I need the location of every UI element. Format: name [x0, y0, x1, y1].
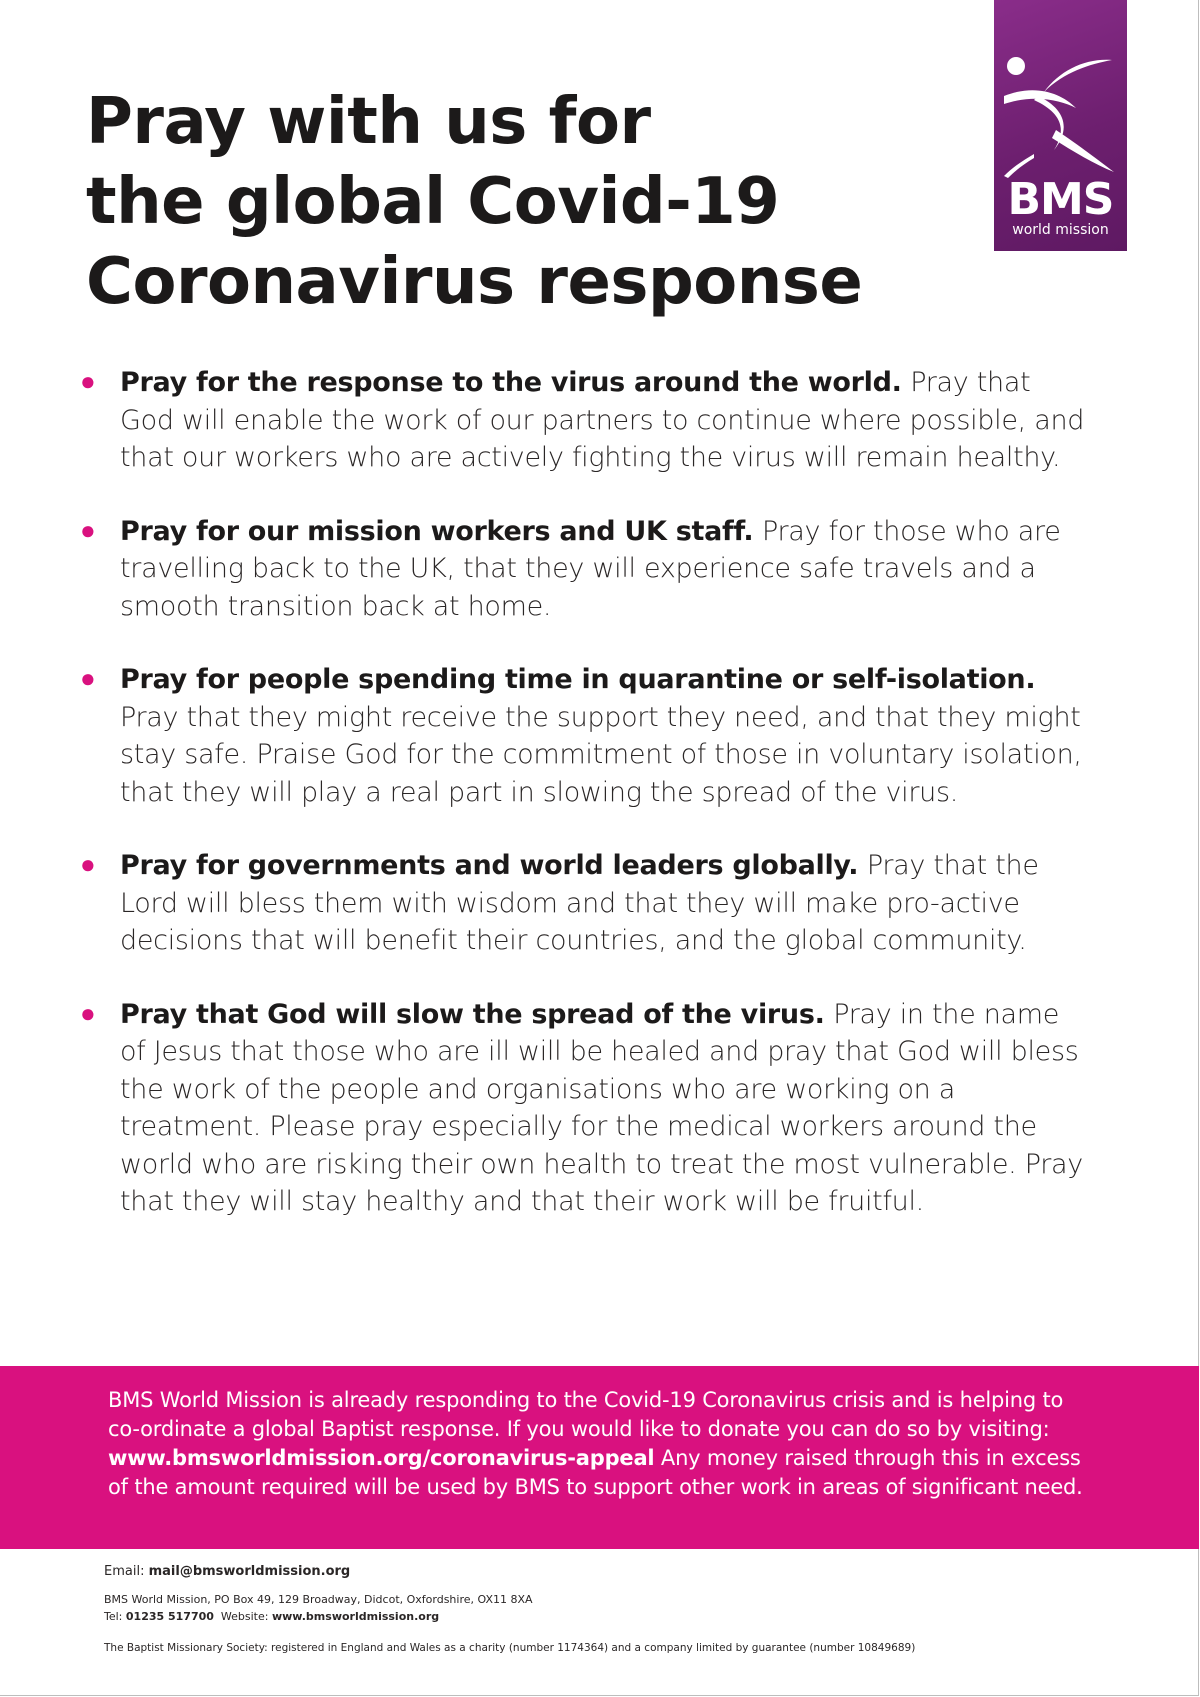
prayer-heading: Pray for governments and world leaders globally. — [120, 850, 859, 881]
bullet-icon: ● — [80, 367, 96, 397]
logo-name: BMS — [1007, 174, 1114, 225]
page-title-line-1: Pray with us for — [86, 85, 651, 159]
page-title — [86, 82, 863, 322]
prayer-heading: Pray that God will slow the spread of the virus. — [120, 998, 825, 1030]
website-link[interactable]: www.bmsworldmission.org — [271, 1610, 440, 1623]
bullet-icon: ● — [80, 850, 96, 880]
prayer-item — [80, 661, 1090, 811]
prayer-heading: Pray for people spending time in quarantine or self-isolation. — [120, 664, 1036, 695]
prayer-body: Pray that the Lord will bless them with wisdom and that they will make pro-active decisions that will benefit their countries, and the global community. — [120, 850, 1039, 956]
prayer-body: Pray that God will enable the work of our partners to continue where possible, and that our workers who are actively fighting the virus will remain healthy. — [120, 367, 1085, 473]
page-title-line-3: Coronavirus response — [86, 245, 863, 319]
logo-subtitle: world mission — [1012, 222, 1109, 238]
email-link[interactable]: mail@bmsworldmission.org — [148, 1564, 351, 1579]
appeal-text-after: Any money raised through this in excess of the amount required will be used by BMS to support other work in areas of significant need. — [108, 1446, 1083, 1499]
appeal-text-before: BMS World Mission is already responding to the Covid-19 Coronavirus crisis and is helping to co-ordinate a global Baptist response. If you would like to donate you can do so by visiting: — [108, 1388, 1064, 1441]
page-title-line-2: the global Covid-19 — [86, 165, 780, 239]
prayer-body: Pray in the name of Jesus that those who are ill will be healed and pray that God will bless the work of the people and organisations who are working on a treatment. Please pray especially for the medical workers around the world who are risking their own health to treat the most vulnerable. Pray that they will stay healthy and that their work will be fruitful. — [120, 998, 1083, 1217]
footer — [104, 1562, 1104, 1656]
tel-number: 01235 517700 — [125, 1610, 214, 1623]
prayer-body: Pray for those who are travelling back to the UK, that they will experience safe travels and a smooth transition back at home. — [120, 515, 1061, 622]
prayer-heading: Pray for our mission workers and UK staff. — [120, 515, 754, 547]
prayer-item — [80, 513, 1090, 626]
prayer-item — [80, 364, 1090, 477]
footer-address: BMS World Mission, PO Box 49, 129 Broadway, Didcot, Oxfordshire, OX11 8XA — [104, 1593, 533, 1606]
bms-logo — [994, 0, 1127, 251]
footer-email-line — [104, 1562, 1104, 1582]
bullet-icon: ● — [80, 515, 96, 546]
prayer-list — [80, 364, 1090, 1221]
footer-charity-notice: The Baptist Missionary Society: registered in England and Wales as a charity (number 1174364) and a company limited by guarantee (number 10849689) — [104, 1642, 916, 1654]
bullet-icon: ● — [80, 998, 96, 1029]
prayer-item — [80, 996, 1090, 1221]
bullet-icon: ● — [80, 664, 96, 694]
prayer-heading: Pray for the response to the virus around the world. — [120, 367, 902, 398]
tel-label: Tel: — [104, 1610, 126, 1623]
prayer-body: Pray that they might receive the support they need, and that they might stay safe. Praise God for the commitment of those in voluntary isolation, that they will play a real part in slowing the spread of the virus. — [120, 701, 1082, 808]
prayer-item — [80, 847, 1090, 960]
appeal-banner — [0, 1366, 1199, 1549]
bms-figure-logo-icon — [994, 0, 1127, 180]
website-label: Website: — [213, 1610, 272, 1623]
email-label: Email: — [104, 1564, 149, 1579]
appeal-donation-link[interactable]: www.bmsworldmission.org/coronavirus-appeal — [108, 1446, 655, 1470]
footer-contact-line — [104, 1608, 1104, 1626]
